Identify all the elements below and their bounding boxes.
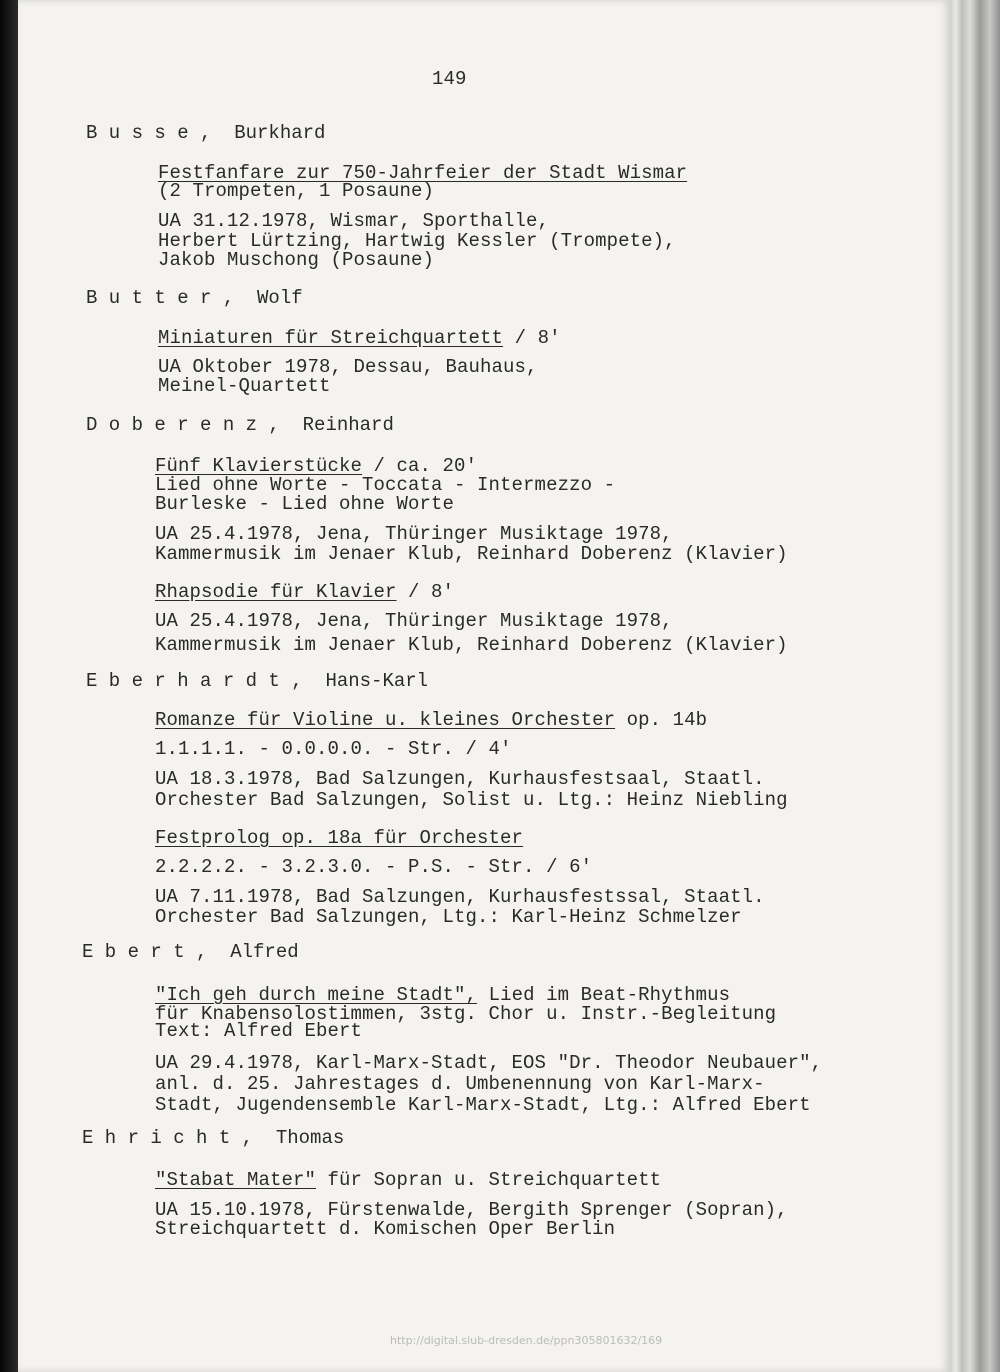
- premiere-line: Orchester Bad Salzungen, Ltg.: Karl-Heinz Schmelzer: [155, 906, 742, 928]
- work-title: Festfanfare zur 750-Jahrfeier der Stadt Wismar: [158, 162, 688, 184]
- page-stack-edge: [950, 0, 1000, 1372]
- work-title: Festprolog op. 18a für Orchester: [155, 827, 524, 849]
- page-number: 149: [432, 68, 467, 90]
- source-url: http://digital.slub-dresden.de/ppn305801632/169: [390, 1334, 663, 1347]
- premiere-line: Orchester Bad Salzungen, Solist u. Ltg.: Heinz Niebling: [155, 789, 788, 811]
- work-duration: / 8': [503, 327, 561, 349]
- premiere-line: UA 29.4.1978, Karl-Marx-Stadt, EOS "Dr. Theodor Neubauer",: [155, 1052, 823, 1074]
- scan-left-edge: [0, 0, 18, 1372]
- premiere-line: UA 15.10.1978, Fürstenwalde, Bergith Sprenger (Sopran),: [155, 1199, 788, 1221]
- work-title-line: [155, 710, 707, 731]
- premiere-line: Jakob Muschong (Posaune): [158, 249, 435, 271]
- premiere-line: Kammermusik im Jenaer Klub, Reinhard Doberenz (Klavier): [155, 543, 788, 565]
- composer-name: E b e r h a r d t , Hans-Karl: [86, 670, 429, 692]
- premiere-line: Kammermusik im Jenaer Klub, Reinhard Doberenz (Klavier): [155, 634, 788, 656]
- work-movements: Lied ohne Worte - Toccata - Intermezzo -: [155, 474, 616, 496]
- work-movements: Burleske - Lied ohne Worte: [155, 493, 455, 515]
- premiere-line: UA Oktober 1978, Dessau, Bauhaus,: [158, 356, 538, 378]
- work-instrumentation: für Knabensolostimmen, 3stg. Chor u. Instr.-Begleitung: [155, 1003, 777, 1025]
- work-duration: / 8': [396, 581, 455, 603]
- work-instrumentation: (2 Trompeten, 1 Posaune): [158, 180, 435, 202]
- premiere-line: UA 31.12.1978, Wismar, Sporthalle,: [158, 210, 550, 232]
- work-title: "Stabat Mater": [155, 1169, 317, 1191]
- work-duration: / ca. 20': [362, 455, 478, 477]
- work-opus: op. 14b: [615, 709, 708, 731]
- premiere-line: anl. d. 25. Jahrestages d. Umbenennung von Karl-Marx-: [155, 1073, 765, 1095]
- work-subtitle: Lied im Beat-Rhythmus: [477, 984, 731, 1006]
- work-subtitle: für Sopran u. Streichquartett: [316, 1169, 662, 1191]
- work-scoring: 1.1.1.1. - 0.0.0.0. - Str. / 4': [155, 738, 512, 760]
- premiere-line: UA 18.3.1978, Bad Salzungen, Kurhausfestsaal, Staatl.: [155, 768, 765, 790]
- composer-name: D o b e r e n z , Reinhard: [86, 414, 394, 436]
- premiere-line: Herbert Lürtzing, Hartwig Kessler (Trompete),: [158, 230, 676, 252]
- premiere-line: UA 7.11.1978, Bad Salzungen, Kurhausfestssal, Staatl.: [155, 886, 765, 908]
- composer-name: E b e r t , Alfred: [82, 941, 299, 963]
- composer-name: E h r i c h t , Thomas: [82, 1127, 345, 1149]
- work-title: Rhapsodie für Klavier: [155, 581, 397, 603]
- work-title-line: [155, 582, 454, 603]
- premiere-line: Streichquartett d. Komischen Oper Berlin: [155, 1218, 616, 1240]
- work-scoring: 2.2.2.2. - 3.2.3.0. - P.S. - Str. / 6': [155, 856, 593, 878]
- premiere-line: UA 25.4.1978, Jena, Thüringer Musiktage 1978,: [155, 610, 673, 632]
- premiere-line: Stadt, Jugendensemble Karl-Marx-Stadt, Ltg.: Alfred Ebert: [155, 1094, 811, 1116]
- work-title: Fünf Klavierstücke: [155, 455, 363, 477]
- composer-name: B u t t e r , Wolf: [86, 287, 303, 309]
- premiere-line: UA 25.4.1978, Jena, Thüringer Musiktage 1978,: [155, 523, 673, 545]
- work-text-credit: Text: Alfred Ebert: [155, 1020, 363, 1042]
- premiere-line: Meinel-Quartett: [158, 375, 331, 397]
- work-title-line: [155, 1170, 661, 1191]
- work-title: Miniaturen für Streichquartett: [158, 327, 504, 349]
- work-title: "Ich geh durch meine Stadt",: [155, 984, 478, 1006]
- work-title: Romanze für Violine u. kleines Orchester: [155, 709, 616, 731]
- work-title-line: [158, 328, 561, 349]
- composer-name: B u s s e , Burkhard: [86, 122, 326, 144]
